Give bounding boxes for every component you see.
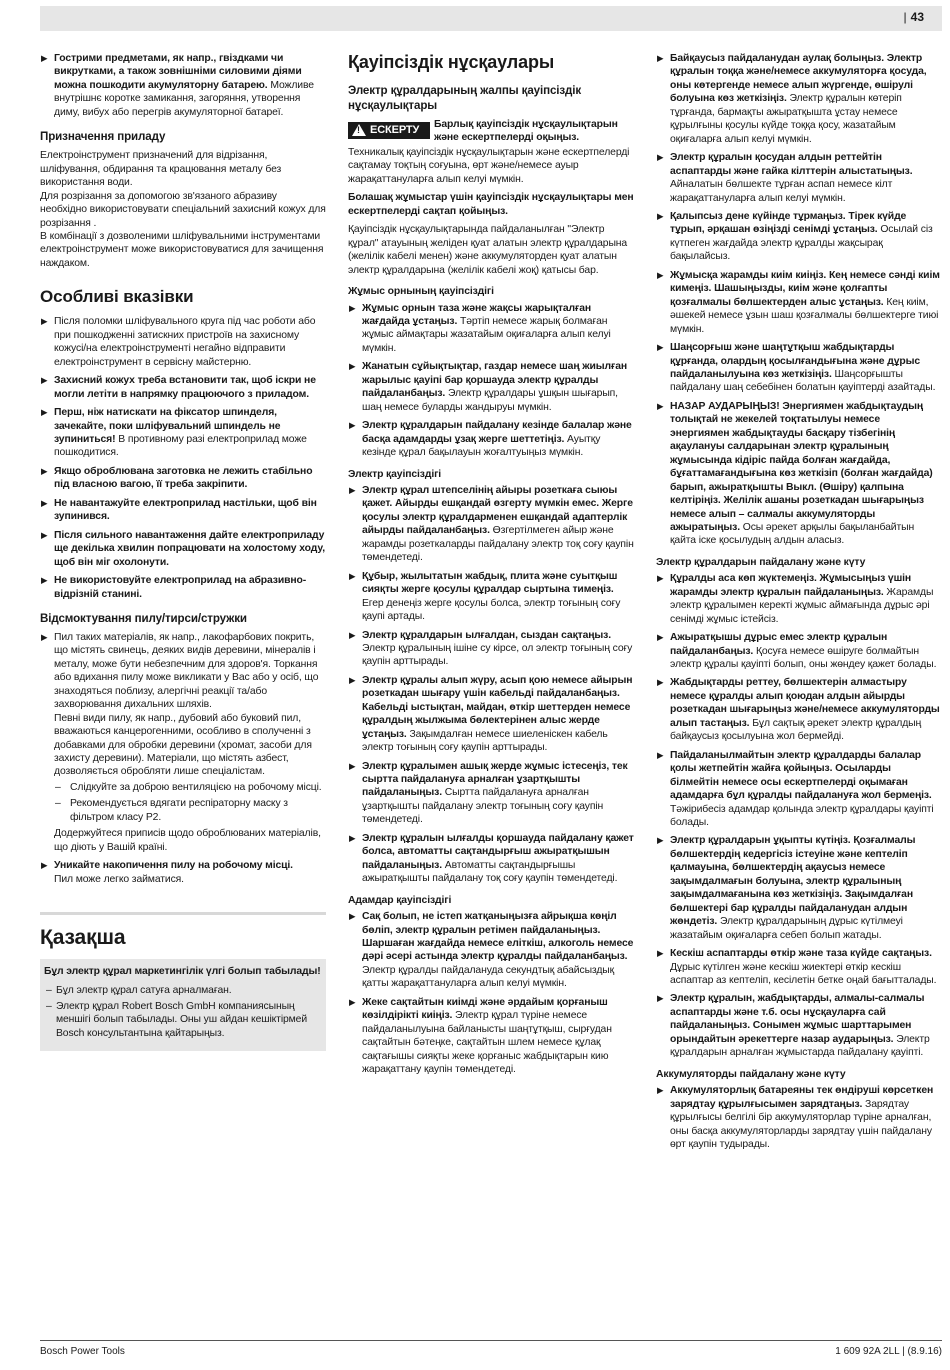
paragraph: Електроінструмент призначений для відрізання, шліфування, обдирання та крацювання металу без використання води.	[40, 150, 282, 189]
bullet-arrow-icon: ▶	[657, 210, 664, 221]
list-item: ▶ Якщо оброблювана заготовка не лежить стабільно під власною вагою, її треба закріпити.	[41, 465, 313, 491]
bullet-arrow-icon: ▶	[41, 465, 48, 476]
list-item: ▶ Ажыратқышы дұрыс емес электр құралын пайдаланбаңыз. Қосуға немесе өшіруге болмайтын электр құралы қауіпті болып, оны жөндеу қажет болады.	[657, 632, 937, 671]
section-title: Особливі вказівки	[40, 287, 194, 307]
bullet-arrow-icon: ▶	[657, 993, 664, 1004]
bullet-arrow-icon: ▶	[657, 632, 664, 643]
bullet-arrow-icon: ▶	[657, 948, 664, 959]
paragraph: В комбінації з дозволеними шліфувальними інструментами електроінструмент може використовуватися для зачищення наждаком.	[40, 230, 324, 269]
list-item: ▶ Жұмысқа жарамды киім киіңіз. Кең немесе сәнді киім кимеңіз. Шашыңызды, киім және қолғапты қозғалмалы бөлшектерден алыс ұстаңыз. Кең киім, әшекей немесе ұзын шаш қозғалмалы бөлшектерге тиюі мүмкін.	[657, 269, 940, 335]
bullet-arrow-icon: ▶	[41, 316, 48, 327]
list-item: ▶ Сақ болып, не істеп жатқаныңызға айрықша көңіл бөліп, электр құралын ретімен пайдаланыңыз. Шаршаған жағдайда немесе еліткіш, алкоголь немесе дәрі әсері астында электр құралды пайдаланбаңыз. Электр құралды пайдалануда секундтық абайсыздық қатты жарақаттануларға алып келуі мүмкін.	[349, 911, 634, 990]
language-title: Қазақша	[40, 926, 126, 950]
list-item: ▶ Захисний кожух треба встановити так, щоб іскри не могли летіти в напрямку працюючого з приладом.	[41, 375, 316, 400]
list-item: ▶ Электр құралын, жабдықтарды, алмалы-салмалы аспаптарды және т.б. осы нұсқауларға сай пайдаланыңыз. Сонымен жұмыс шарттарымен орындайтын әрекеттерге назар аударыңыз. Электр құралдарын арналған жұмыстарда пайдалану қауіпті.	[657, 993, 930, 1059]
bullet-arrow-icon: ▶	[657, 835, 664, 846]
paragraph: Техникалық қауіпсіздік нұсқаулықтарын және ескертпелерді сақтамау тоқтың соғуына, өрт және/немесе ауыр жарақаттануларға алып келуі мүмкін.	[348, 147, 630, 185]
list-item: ▶ Не використовуйте електроприлад на абразивно-відрізній станині.	[41, 575, 307, 600]
warning-heading: Барлық қауіпсіздік нұсқаулықтарын және ескертпелерді оқыңыз.	[434, 119, 618, 144]
list-item: ▶ Пайдаланылмайтын электр құралдарды балалар қолы жетпейтін жайға қойыңыз. Осыларды білмейтін немесе осы ескертпелерді оқымаған адамдарға бұл құралды пайдалануға жол бермеңіз. Тәжірибесіз адамдар қолында электр құралдары қауіпті болады.	[657, 749, 934, 829]
bullet-arrow-icon: ▶	[349, 484, 356, 495]
warning-block	[348, 118, 634, 146]
column-1	[40, 52, 326, 1051]
paragraph: Болашақ жұмыстар үшін қауіпсіздік нұсқаулықтары мен ескертпелерді сақтап қойыңыз.	[348, 192, 634, 217]
subsection-heading: Аккумуляторды пайдалану және күту	[656, 1068, 846, 1080]
list-item: ▶ Уникайте накопичення пилу на робочому місці. Пил може легко займатися.	[41, 860, 293, 885]
column-3	[656, 52, 942, 1156]
notice-title: Бұл электр құрал маркетингілік үлгі болып табылады!	[44, 966, 321, 978]
bullet-arrow-icon: ▶	[41, 407, 48, 418]
list-item: ▶ Не навантажуйте електроприлад настільки, щоб він зупинився.	[41, 497, 317, 523]
bullet-arrow-icon: ▶	[41, 575, 48, 586]
bullet-arrow-icon: ▶	[657, 152, 664, 163]
bullet-arrow-icon: ▶	[349, 302, 356, 313]
section-heading: Відсмоктування пилу/тирси/стружки	[40, 611, 247, 625]
list-item: ▶ Пил таких матеріалів, як напр., лакофарбових покрить, що містять свинець, деяких видів деревини, мінералів і металу, може бути небезпечним для здоров'я. Торкання або вдихання пилу може викликати у Вас або у осіб, що знаходяться поблизу, алергічні реакції та/або захворювання дихальних шляхів.	[41, 631, 319, 711]
list-item: ▶ Байқаусыз пайдаланудан аулақ болыңыз. Электр құралын тоққа және/немесе аккумуляторға қосуда, оны көтергенде немесе алып жүргенде, өшірулі болуына көз жеткізіңіз. Электр құралын көтеріп тұрғанда, бармақты ажыратқышта ұстау немесе құрылғыны қосулы күйде тоққа қосу, жазатайым оқиғаларға алып келуі мүмкін.	[657, 53, 927, 145]
list-item: ▶ Қалыпсыз дене күйінде тұрмаңыз. Тірек күйде тұрып, әрқашан өзіңізді сенімді ұстаңыз. Осылай сіз күтпеген жағдайда электр құралды жақсырақ бақылайсыз.	[657, 210, 933, 263]
list-item: ▶ Жеке сақтайтын киімді және әрдайым қорғаныш көзілдірікті киіңіз. Электр құрал түріне немесе пайдаланылуына байланысты шаңтұтқыш, сырғудан сақтайтын бәтеңке, сақтайтын шлем немесе құлақ сақтағышы сияқты жеке қорғаныс жабдықтарын кию жарақаттану қаупін төмендетеді.	[349, 996, 612, 1076]
column-2	[348, 52, 634, 1082]
bullet-arrow-icon: ▶	[349, 832, 356, 843]
bullet-arrow-icon: ▶	[657, 269, 664, 280]
list-item: ▶ НАЗАР АУДАРЫҢЫЗ! Энергиямен жабдықтаудың толықтай не жекелей тоқтатылуы немесе энергиямен жабдықтауды басқару тізбегінің ақаулануы салдарынан электр құралының жұмысында кідіріс пайда болған жағдайда, бұғаттамағандығына көз жеткізіп (болған жағдайда) барып, ажыратқышты Выкл. (Өшіру) қалпына келтіріңіз. Желілік ашаны розеткадан шығарыңыз немесе алып – салмалы аккумуляторды ажыратыңыз. Осы әрекет арқылы бақыланбайтын қайта іске қосылудың алдын аласыз.	[657, 400, 933, 547]
bullet-arrow-icon: ▶	[657, 749, 664, 760]
section-heading: Призначення приладу	[40, 130, 166, 144]
list-item: ▶ Электр құралын қосудан алдын реттейтін аспаптарды және гайка кілттерін алыстатыңыз. Айналатын бөлшекте тұрған аспап немесе кілт жарақаттануларға алып келуі мүмкін.	[657, 152, 913, 204]
subsection-heading: Адамдар қауіпсіздігі	[348, 894, 452, 906]
paragraph: Қауіпсіздік нұсқаулықтарында пайдаланылған "Электр құрал" атауының желіден қуат алатын электр құралдарына (желілік кабелі менен) және аккумуляторден қуат алатын электр құралдарына (желілік кабелі жоқ) қатысы бар.	[348, 224, 628, 276]
bullet-arrow-icon: ▶	[349, 361, 356, 372]
bullet-arrow-icon: ▶	[657, 53, 664, 63]
bullet-arrow-icon: ▶	[349, 674, 356, 685]
bullet-arrow-icon: ▶	[41, 497, 48, 508]
paragraph: Додержуйтеся приписів щодо оброблюваних матеріалів, що діють у Вашій країні.	[54, 828, 321, 853]
header-bar	[40, 6, 942, 31]
list-item: ▶ Электр құралдарын пайдалану кезінде балалар және басқа адамдарды ұзақ жерге шеттетіңіз. Ауытқу кезінде құрал бақылауын жоғалтуыңыз мүмкін.	[349, 420, 632, 459]
dash-item: – Бұл электр құрал сатуға арналмаған.	[46, 984, 232, 996]
bullet-arrow-icon: ▶	[349, 760, 356, 771]
list-item: ▶ Электр құралымен ашық жерде жұмыс істесеңіз, тек сыртта пайдалануға арналған ұзартқышты пайдаланыңыз. Сыртта пайдалануға арналған ұзартқышты пайдалану электр тоғының соғу қаупін төмендетеді.	[349, 760, 628, 826]
footer-doc-id: 1 609 92A 2LL | (8.9.16)	[835, 1346, 942, 1357]
bullet-arrow-icon: ▶	[349, 911, 356, 922]
bullet-arrow-icon: ▶	[657, 1085, 664, 1096]
footer-brand: Bosch Power Tools	[40, 1346, 125, 1357]
list-item: ▶ Кескіш аспаптарды өткір және таза күйде сақтаңыз. Дұрыс күтілген және кескіш жиектері өткір кескіш аспаптар аз кептеліп, кесілетін бетке оңай бағытталады.	[657, 948, 937, 986]
section-heading: Электр құралдарының жалпы қауіпсіздік нұсқаулықтары	[348, 84, 582, 112]
dash-item: – Слідкуйте за доброю вентиляцією на робочому місці.	[55, 781, 322, 793]
list-item: ▶ Перш, ніж натискати на фіксатор шпинделя, зачекайте, поки шліфувальний шпиндель не зупиниться! В противному разі електроприлад може пошкодитися.	[41, 407, 307, 459]
bullet-arrow-icon: ▶	[349, 629, 356, 640]
list-item: ▶ Аккумуляторлық батареяны тек өндіруші көрсеткен зарядтау құрылғысымен зарядтаңыз. Зарядтау құрылғысы белгілі бір аккумуляторлар түріне арналған, оны басқа аккумуляторларды зарядтау үшін пайдалану өрт қаупін тудырады.	[657, 1085, 934, 1150]
list-item: ▶ Після поломки шліфувального круга під час роботи або при пошкодженні затискних пристроїв на захисному кожусі/на електроінструменті негайно відправити електроінструмент в сервісну майстерню.	[41, 316, 316, 368]
list-item: ▶ Жабдықтарды реттеу, бөлшектерін алмастыру немесе құралды алып қоюдан алдын айырды розеткадан шығарыңыз және/немесе аккумуляторды алып тастаңыз. Бұл сақтық әрекет электр құралдың байқаусыз қосылуына жол бермейді.	[657, 677, 940, 743]
notice-box	[40, 959, 326, 1051]
bullet-arrow-icon: ▶	[657, 573, 664, 584]
list-item: ▶ Құралды аса көп жүктемеңіз. Жұмысыңыз үшін жарамды электр құралын пайдаланыңыз. Жарамды электр құралымен керекті жұмыс аймағында дұрыс әрі сенімді жұмыс істейсіз.	[657, 573, 934, 625]
paragraph: Певні види пилу, як напр., дубовий або буковий пил, вважаються канцерогенними, особливо в сполученні з добавками для обробки деревини (хромат, засоби для захисту деревини). Матеріали, що містять азбест, дозволяється обробляти лише спеціалістам.	[54, 712, 312, 778]
bullet-arrow-icon: ▶	[349, 570, 356, 581]
bullet-arrow-icon: ▶	[41, 631, 48, 642]
paragraph: Для розрізання за допомогою зв'язаного абразиву необхідно використовувати спеціальний захисний кожух для розрізання .	[40, 190, 326, 229]
bullet-arrow-icon: ▶	[41, 860, 48, 871]
list-item: ▶ Электр құрал штепселінің айыры розеткаға сыюы қажет. Айырды ешқандай өзгерту мүмкін емес. Жерге қосулы электр құралдарменен ешқандай адаптерлік айырды пайдаланбаңыз. Өзгертілмеген айыр және жарамды розеткаларды пайдалану электр тоқ соғу қаупін төмендетеді.	[349, 484, 634, 564]
list-item: ▶ Электр құралдарын ұқыпты күтіңіз. Қозғалмалы бөлшектердің кедергісіз істеуіне және кептеліп қалмауына, бөлшектердің ақаусыз немесе зақымдалмағын болуына, электр құралының зақымдалмағанына көз жеткізіңіз. Зақымдалған бөлшектері бар құралды пайдаланудан алдын жөндетіз. Электр құралдарының дұрыс күтілмеуі жазатайым оқиғаларға себеп болып жатады.	[657, 835, 916, 941]
list-item: ▶ Электр құралы алып жүру, асып қою немесе айырын розеткадан шығару үшін кабельді пайдаланбаңыз. Кабельді ыстықтан, майдан, өткір шеттерден немесе құралдың жылжыма бөлектерінен алыс жерде ұстаңыз. Зақымдалған немесе шиеленіскен кабель электр тоғының соғу қаупін арттырады.	[349, 674, 633, 754]
list-item: ▶ Құбыр, жылытатын жабдық, плита және суытқыш сияқты жерге қосулы құралдар сыртына тимеңіз. Егер денеңіз жерге қосулы болса, электр тоғының соғу қаупі артады.	[349, 570, 621, 623]
dash-item: – Электр құрал Robert Bosch GmbH компаниясының меншігі болып табылады. Оны уш айдан кешіктірмей Bosch консультантына қайтарыңыз.	[46, 1001, 308, 1039]
bullet-arrow-icon: ▶	[41, 53, 48, 63]
list-item: ▶ Гострими предметами, як напр., гвіздками чи викрутками, а також зовнішніми силовими діями можна пошкодити акумуляторну батарею. Можливе внутрішнє коротке замикання, загоряння, утворення диму, вибух або перегрів акумуляторної батареї.	[41, 53, 314, 118]
list-item: ▶ Жұмыс орнын таза және жақсы жарықталған жағдайда ұстаңыз. Тәртіп немесе жарық болмаған жұмыс аймақтары жазатайым оқиғаларға алып келуі мүмкін.	[349, 302, 611, 354]
dash-item: – Рекомендується вдягати респіраторну маску з фільтром класу P2.	[55, 798, 288, 823]
page-footer	[40, 1340, 942, 1357]
divider	[40, 912, 326, 915]
list-item: ▶ Жанатын сұйықтықтар, газдар немесе шаң жиылған жарылыс қауіпі бар қоршауда электр құралды пайдаланбаңыз. Электр құралдары ұшқын шығарып, шаң немесе буларды жандыруы мүмкін.	[349, 361, 628, 413]
bullet-arrow-icon: ▶	[657, 342, 664, 353]
subsection-heading: Электр қауіпсіздігі	[348, 468, 442, 480]
list-item: ▶ Шаңсорғыш және шаңтұтқыш жабдықтарды құрғанда, олардың қосылғандығына және дұрыс пайдаланылуына көз жеткізіңіз. Шаңсорғышты пайдалану шаң себебінен болатын қауіптерді азайтады.	[657, 342, 936, 394]
bullet-arrow-icon: ▶	[41, 529, 48, 540]
subsection-heading: Электр құралдарын пайдалану және күту	[656, 556, 866, 568]
page-number: | 43	[903, 10, 924, 24]
bullet-arrow-icon: ▶	[41, 375, 48, 386]
warning-badge: ! ЕСКЕРТУ	[348, 122, 430, 139]
bullet-arrow-icon: ▶	[349, 420, 356, 431]
list-item: ▶ Після сильного навантаження дайте електроприладу ще декілька хвилин попрацювати на холостому ходу, щоб він міг охолонути.	[41, 529, 325, 568]
section-title: Қауіпсіздік нұсқаулары	[348, 52, 555, 72]
subsection-heading: Жұмыс орнының қауіпсіздігі	[348, 286, 494, 298]
bullet-arrow-icon: ▶	[657, 400, 664, 411]
bullet-arrow-icon: ▶	[657, 677, 664, 688]
bullet-arrow-icon: ▶	[349, 996, 356, 1007]
list-item: ▶ Электр құралдарын ылғалдан, сыздан сақтаңыз. Электр құралының ішіне су кірсе, ол электр тоғының соғу қаупін арттырады.	[349, 629, 633, 668]
list-item: ▶ Электр құралын ылғалды қоршауда пайдалану қажет болса, автоматты сақтандырғыш ажыратқышын пайдаланыңыз. Автоматты сақтандырғышы ажыратқышты пайдалану тоқ соғу қаупін төмендетеді.	[349, 832, 634, 885]
